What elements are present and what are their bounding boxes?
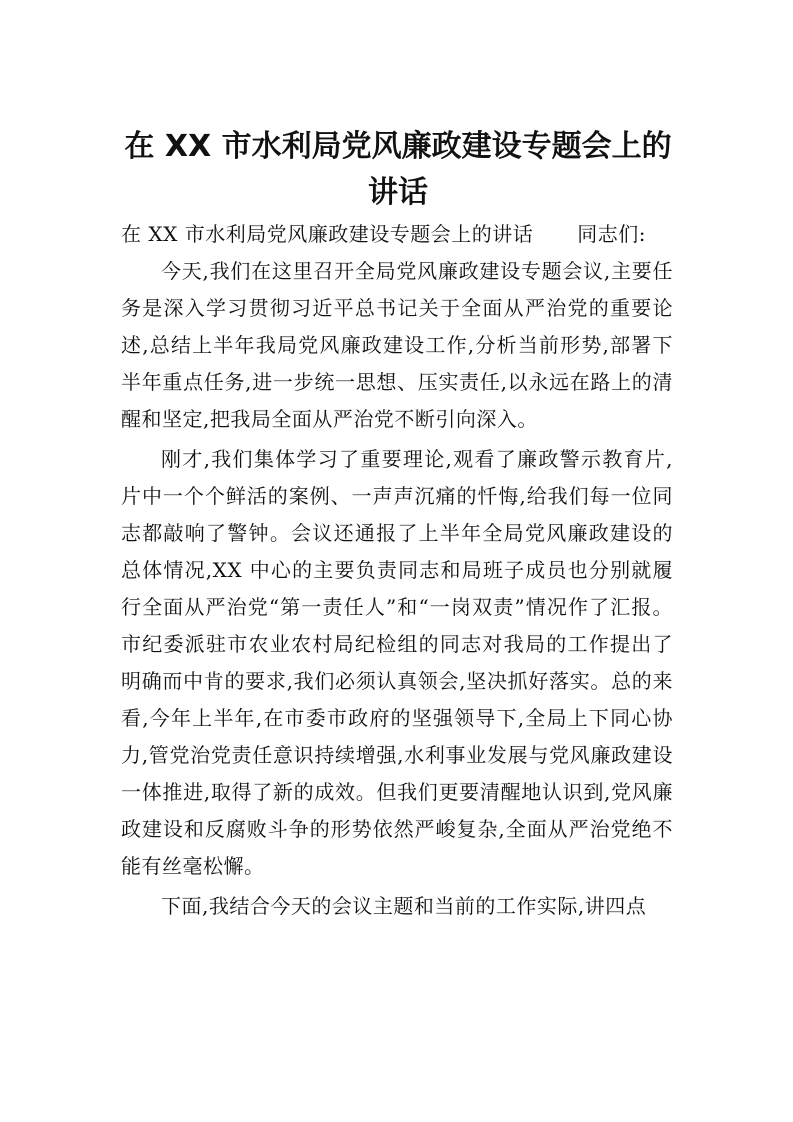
paragraph-3: 下面,我结合今天的会议主题和当前的工作实际,讲四点 [161,894,647,918]
intro-line [121,216,673,253]
paragraph-2: 刚才,我们集体学习了重要理论,观看了廉政警示教育片,片中一个个鲜活的案例、一声声沉痛的忏悔,给我们每一位同志都敲响了警钟。会议还通报了上半年全局党风廉政建设的总体情况,XX 中心的主要负责同志和局班子成员也分别就履行全面从严治党“第一责任人”和“一岗双责”情况作了汇报。市纪委派驻市农业农村局纪检组的同志对我局的工作提出了明确而中肯的要求,我们必须认真领会,坚决抓好落实。总的来看,今年上半年,在市委市政府的坚强领导下,全局上下同心协力,管党治党责任意识持续增强,水利事业发展与党风廉政建设一体推进,取得了新的成效。但我们更要清醒地认识到,党风廉政建设和反腐败斗争的形势依然严峻复杂,全面从严治党绝不能有丝毫松懈。 [121,447,673,878]
intro-heading: 在 XX 市水利局党风廉政建设专题会上的讲话 [121,222,534,246]
document-body [121,216,673,925]
document-title: 在 XX 市水利局党风廉政建设专题会上的讲话 [124,129,672,210]
salutation: 同志们: [577,222,646,246]
paragraph-1: 今天,我们在这里召开全局党风廉政建设专题会议,主要任务是深入学习贯彻习近平总书记关于全面从严治党的重要论述,总结上半年我局党风廉政建设工作,分析当前形势,部署下半年重点任务,进一步统一思想、压实责任,以永远在路上的清醒和坚定,把我局全面从严治党不断引向深入。 [121,259,673,431]
